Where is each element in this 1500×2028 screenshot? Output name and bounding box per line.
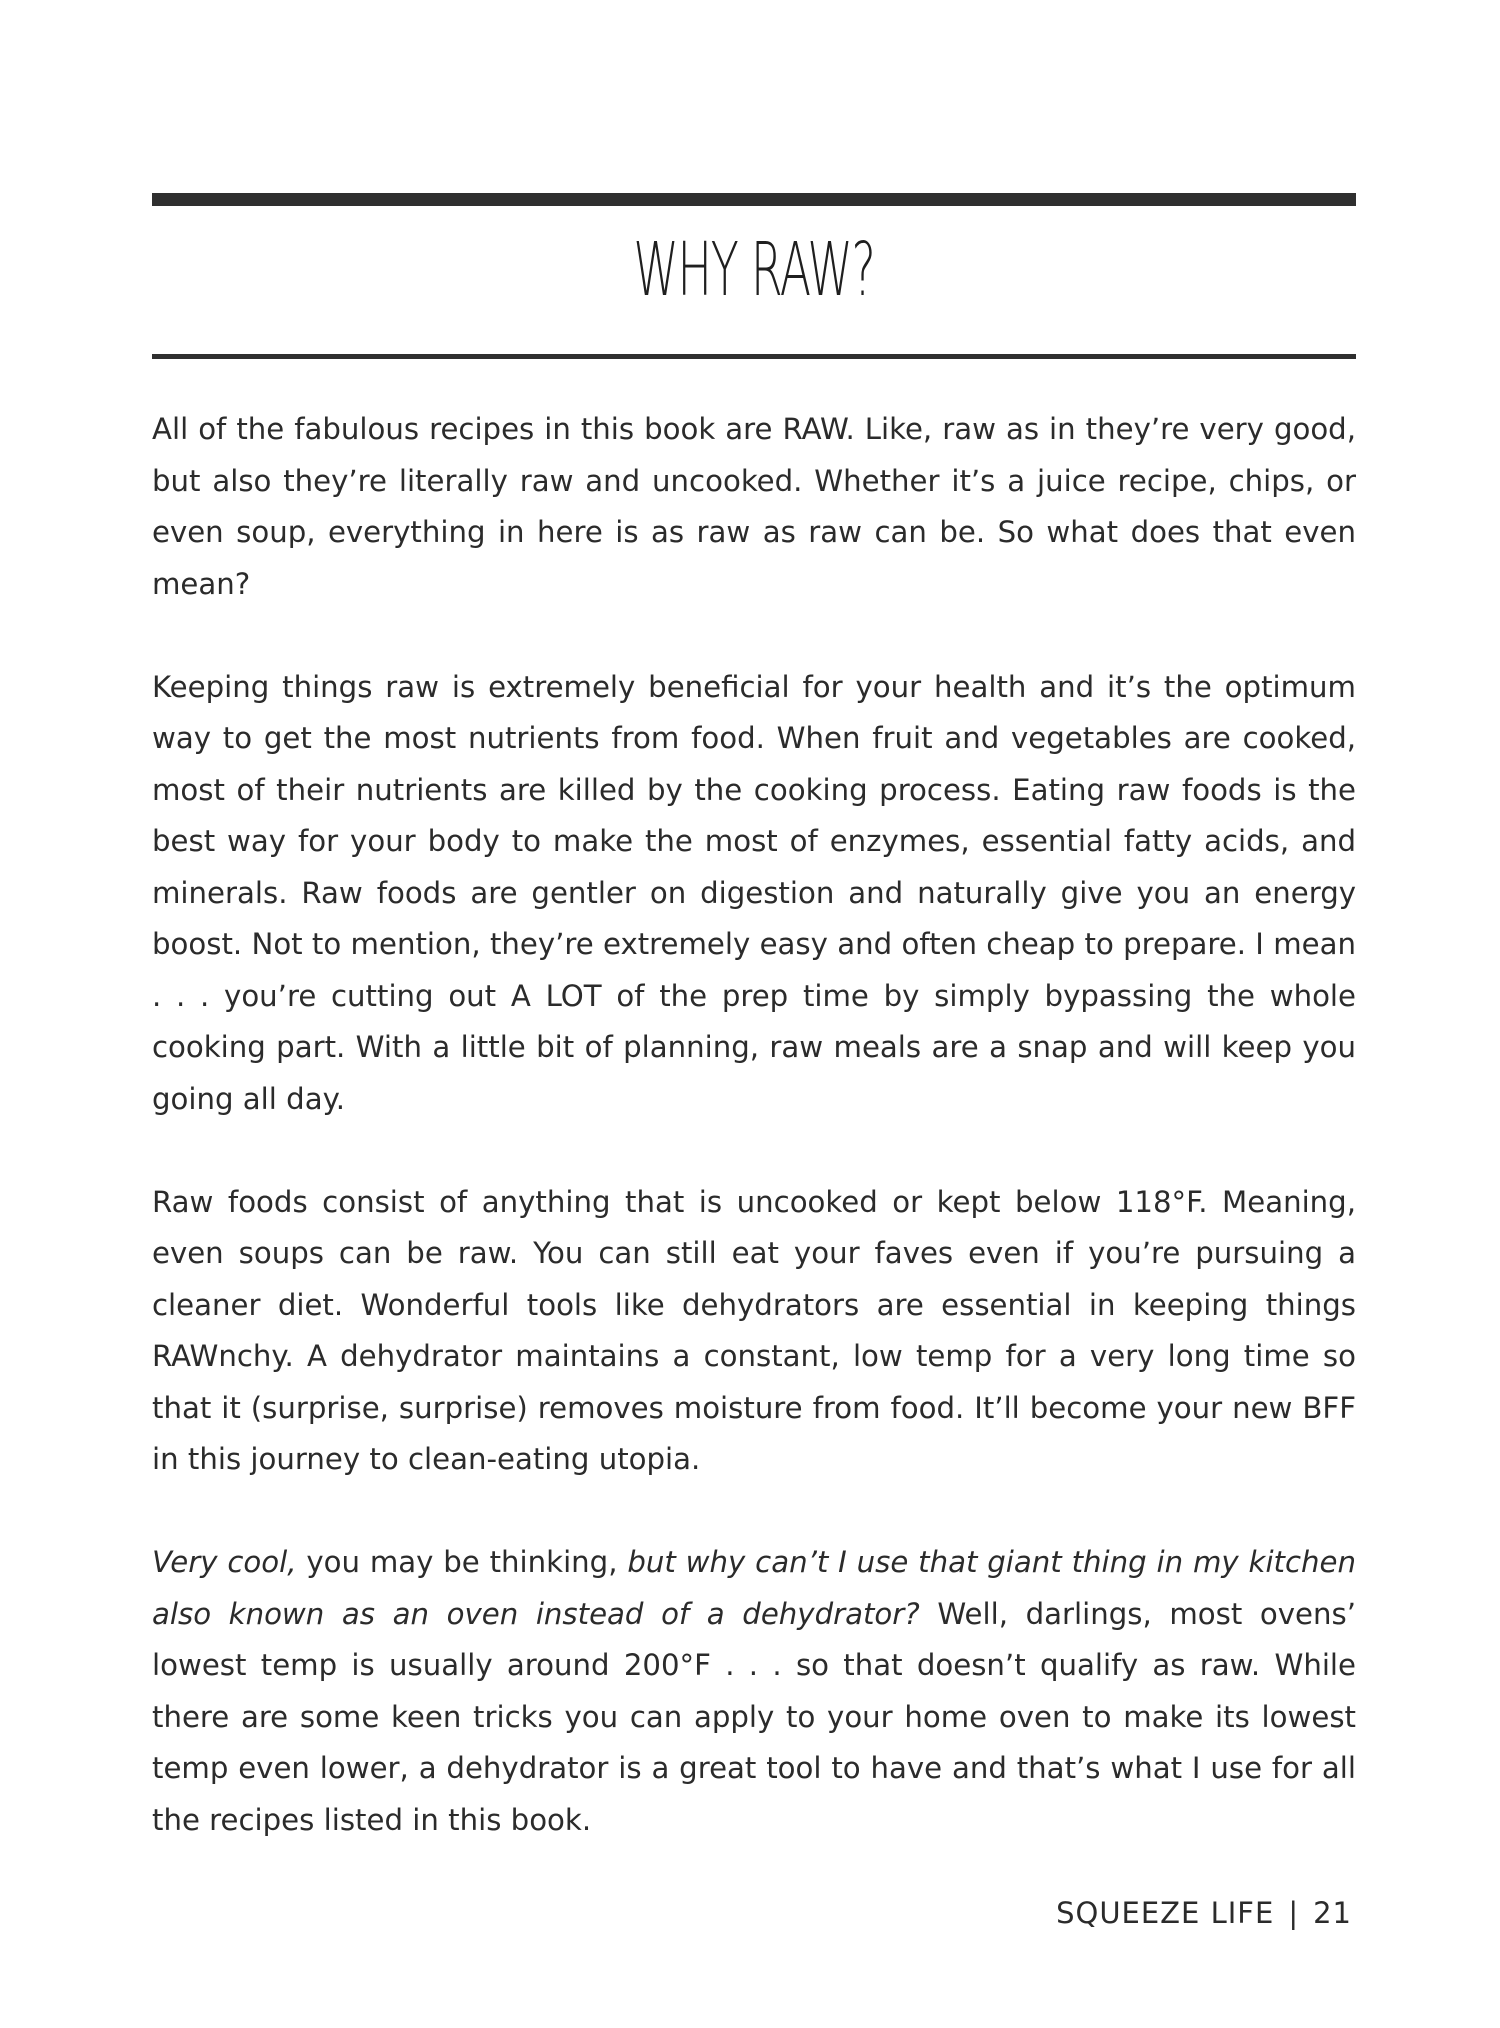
article-body — [152, 404, 1356, 1898]
paragraph-4-italic-2: but why can’t I use that giant thing in my kitchen also known as an oven instead of a dehydrator? — [152, 1545, 1356, 1631]
paragraph-3: Raw foods consist of anything that is uncooked or kept below 118°F. Meaning, even soups can be raw. You can still eat your faves even if you’re pursuing a cleaner diet. Wonderful tools like dehydrators are essential in keeping things RAWnchy. A dehydrator maintains a constant, low temp for a very long time so that it (surprise, surprise) removes moisture from food. It’ll become your new BFF in this journey to clean-eating utopia. — [152, 1184, 1356, 1476]
paragraph-4-italic-1: Very cool, — [152, 1545, 297, 1579]
header-rule-bottom — [152, 354, 1356, 359]
paragraph-4-text-2: Well, darlings, most ovens’ lowest temp is usually around 200°F . . . so that doesn’t qualify as raw. While there are some keen tricks you can apply to your home oven to make its lowest temp even lower, a dehydrator is a great tool to have and that’s what I use for all the recipes listed in this book. — [152, 1596, 1356, 1837]
page-footer — [1056, 1896, 1352, 1930]
paragraph-4-text-1: you may be thinking, — [296, 1545, 628, 1579]
paragraph-4 — [152, 1537, 1356, 1846]
header-rule-top — [152, 193, 1356, 206]
paragraph-2: Keeping things raw is extremely beneficial for your health and it’s the optimum way to get the most nutrients from food. When fruit and vegetables are cooked, most of their nutrients are killed by the cooking process. Eating raw foods is the best way for your body to make the most of enzymes, essential fatty acids, and minerals. Raw foods are gentler on digestion and naturally give you an energy boost. Not to mention, they’re extremely easy and often cheap to prepare. I mean . . . you’re cutting out A LOT of the prep time by simply bypassing the whole cooking part. With a little bit of planning, raw meals are a snap and will keep you going all day. — [152, 669, 1356, 1116]
page-number: 21 — [1313, 1896, 1352, 1930]
paragraph-1: All of the fabulous recipes in this book are RAW. Like, raw as in they’re very good, but also they’re literally raw and uncooked. Whether it’s a juice recipe, chips, or even soup, everything in here is as raw as raw can be. So what does that even mean? — [152, 412, 1356, 601]
footer-book-title: SQUEEZE LIFE — [1056, 1896, 1275, 1930]
page-title: WHY RAW? — [633, 227, 875, 313]
footer-separator: | — [1288, 1896, 1300, 1930]
